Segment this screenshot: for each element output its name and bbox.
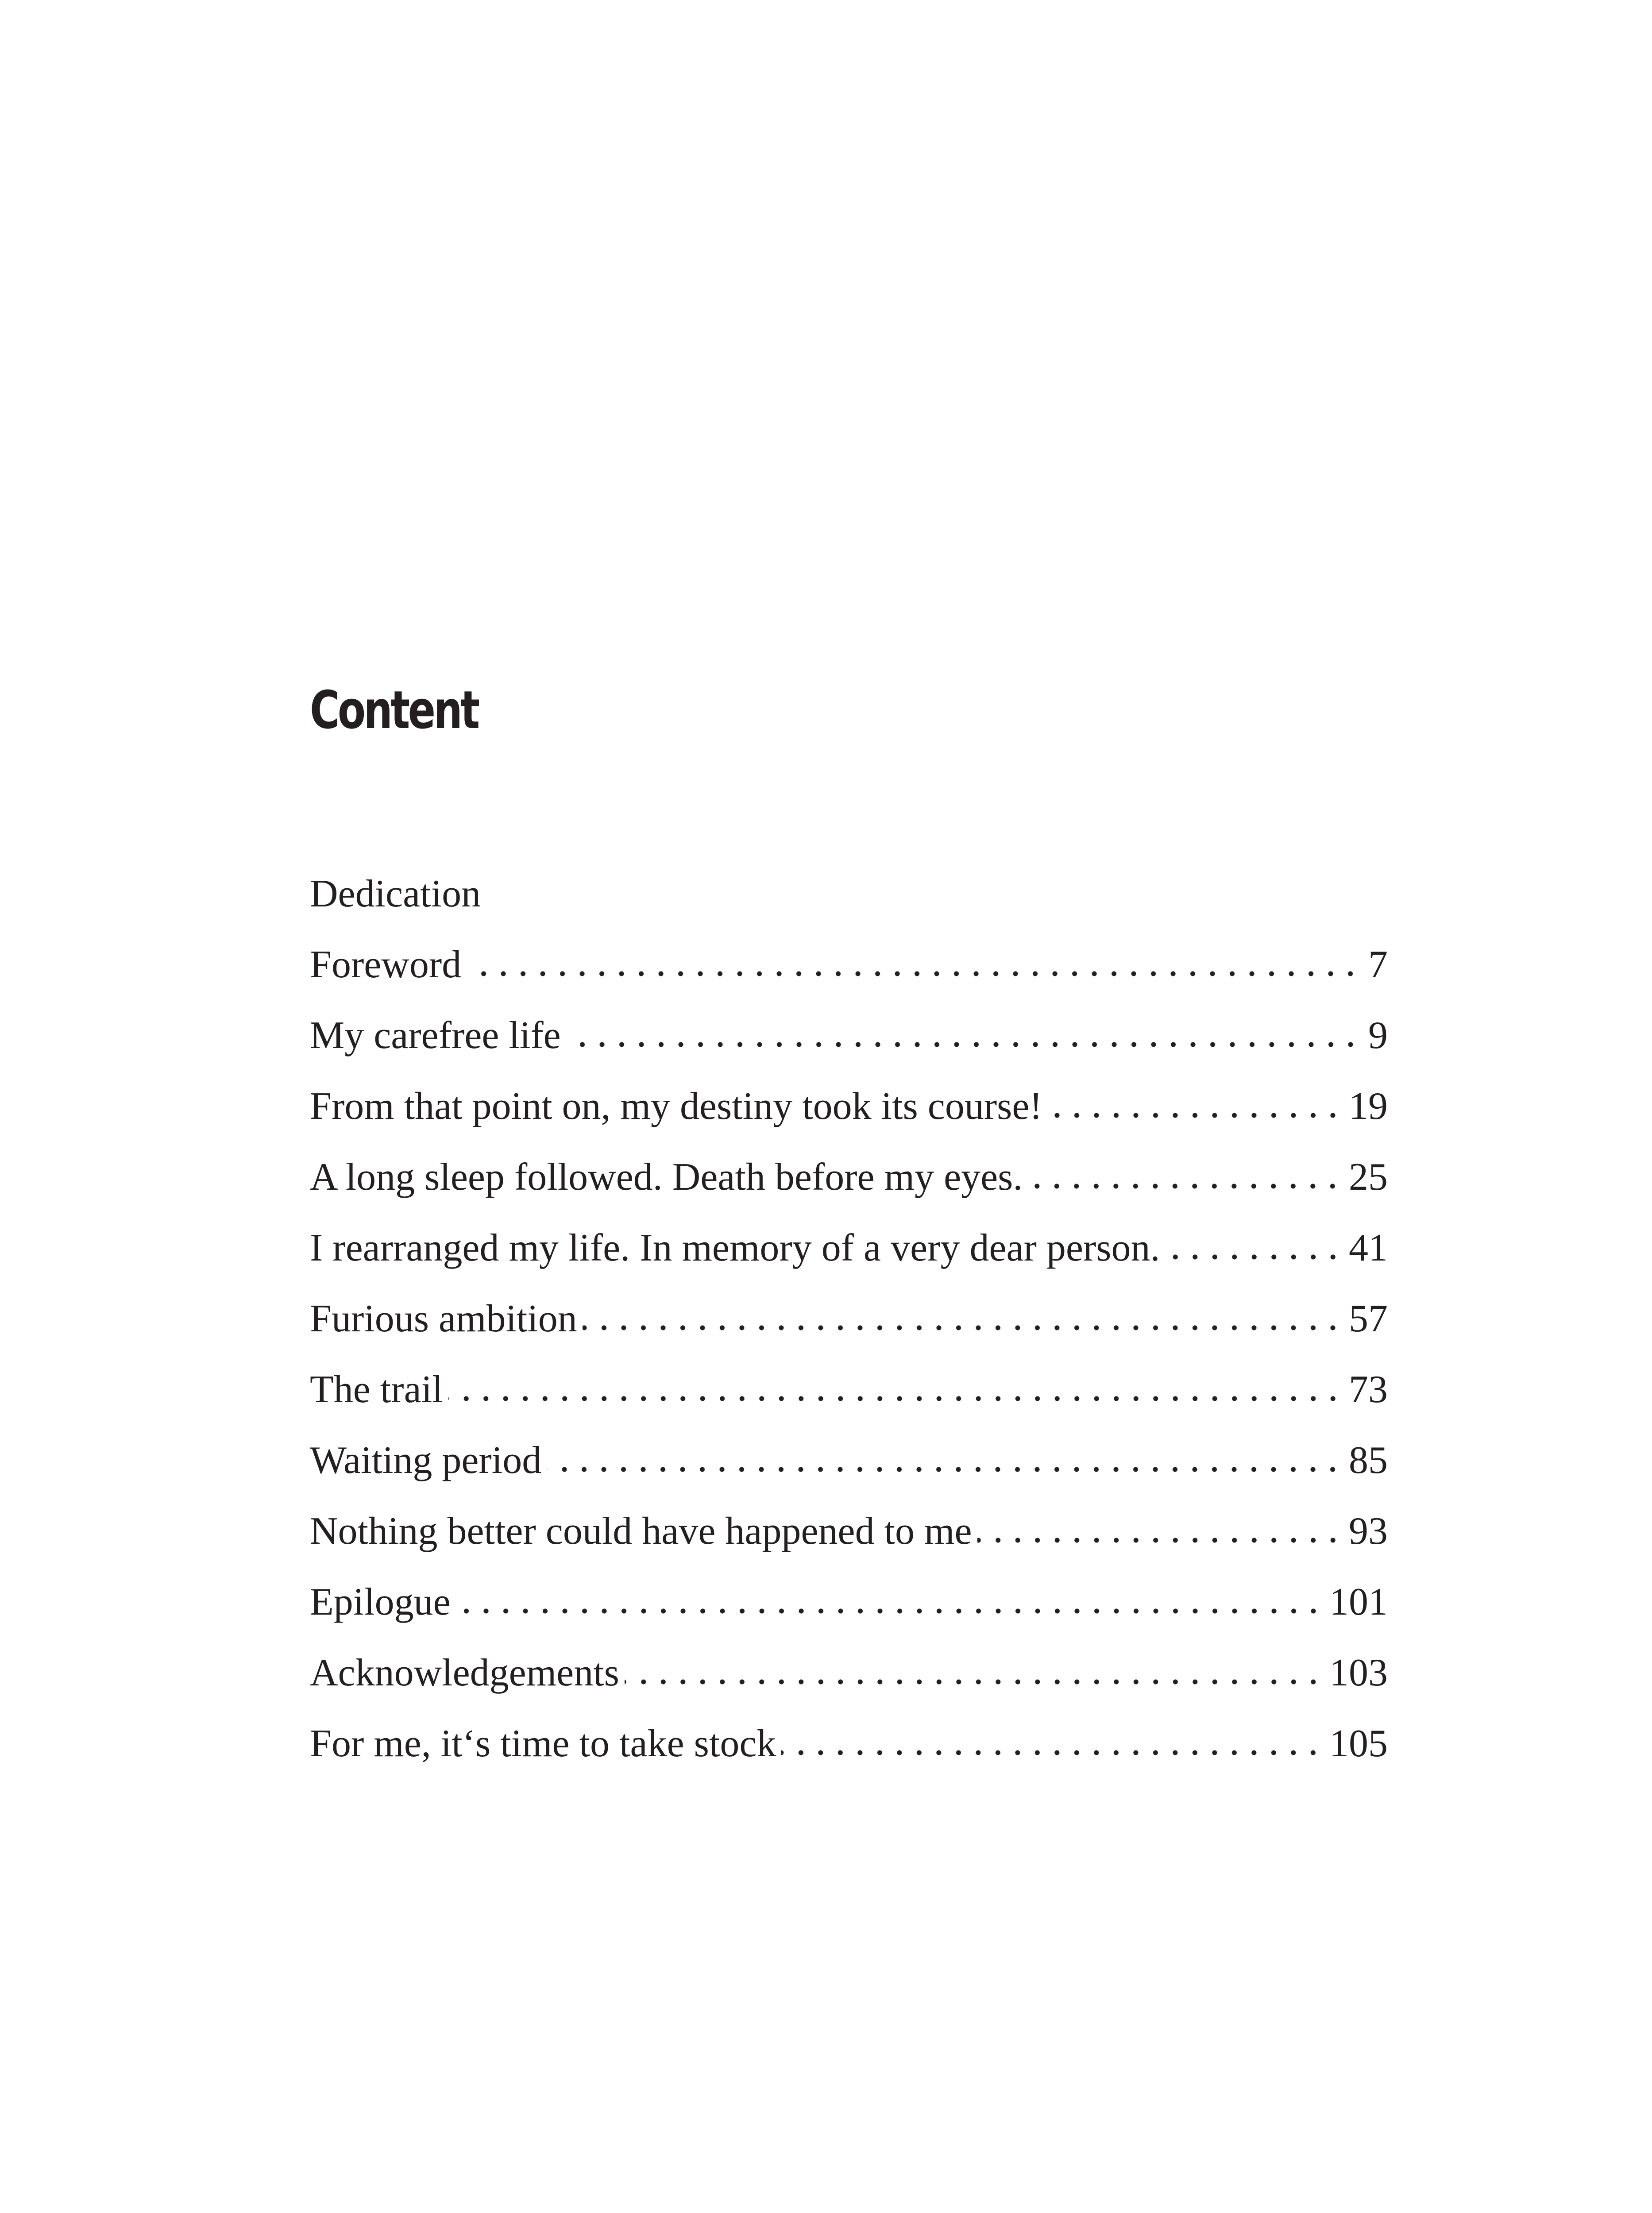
dot-leader <box>448 1392 1343 1402</box>
dot-leader <box>625 1675 1323 1685</box>
toc-entry-title: Dedication <box>310 872 481 915</box>
toc-entry <box>310 867 1388 938</box>
toc-entry-title: The trail <box>310 1368 443 1411</box>
toc-entry-page: 93 <box>1349 1510 1388 1553</box>
toc-entry <box>310 1505 1388 1576</box>
toc-entry-page: 7 <box>1368 943 1388 986</box>
toc-entry <box>310 1363 1388 1434</box>
toc-entry <box>310 1151 1388 1222</box>
toc-entry-title: Epilogue <box>310 1581 451 1623</box>
toc-entry-page: 41 <box>1349 1226 1388 1269</box>
page-title: Content <box>310 679 478 740</box>
toc-entry <box>310 1080 1388 1151</box>
table-of-contents <box>310 867 1388 1788</box>
toc-entry <box>310 1292 1388 1363</box>
dot-leader <box>456 1604 1323 1615</box>
dot-leader <box>583 1321 1343 1331</box>
toc-entry <box>310 938 1388 1009</box>
toc-entry-title: Nothing better could have happened to me <box>310 1510 972 1553</box>
dot-leader <box>566 1037 1360 1048</box>
toc-entry-title: I rearranged my life. In memory of a very dear person. <box>310 1226 1160 1269</box>
toc-entry-title: A long sleep followed. Death before my eyes. <box>310 1156 1023 1199</box>
toc-entry-page: 9 <box>1368 1014 1388 1057</box>
dot-leader <box>1166 1250 1343 1261</box>
dot-leader <box>547 1462 1343 1473</box>
toc-entry-page: 73 <box>1349 1368 1388 1411</box>
dot-leader <box>1048 1108 1343 1119</box>
toc-entry-title: My carefree life <box>310 1014 561 1057</box>
toc-entry-title: Acknowledgements <box>310 1651 619 1694</box>
toc-entry <box>310 1646 1388 1717</box>
dot-leader <box>781 1746 1323 1756</box>
toc-entry-title: For me, it‘s time to take stock <box>310 1722 776 1765</box>
toc-entry-page: 25 <box>1349 1156 1388 1199</box>
dot-leader <box>1028 1179 1343 1190</box>
toc-entry <box>310 1717 1388 1788</box>
toc-entry-page: 19 <box>1349 1085 1388 1128</box>
toc-entry-page: 103 <box>1329 1651 1388 1694</box>
toc-entry-page: 105 <box>1329 1722 1388 1765</box>
toc-entry <box>310 1434 1388 1505</box>
dot-leader <box>977 1533 1343 1544</box>
toc-entry-title: Furious ambition <box>310 1297 577 1340</box>
toc-entry-page: 57 <box>1349 1297 1388 1340</box>
toc-entry-title: Foreword <box>310 943 462 986</box>
toc-entry-page: 101 <box>1329 1581 1388 1623</box>
toc-entry <box>310 1576 1388 1646</box>
toc-entry-title: Waiting period <box>310 1439 542 1482</box>
toc-entry <box>310 1009 1388 1080</box>
dot-leader <box>467 967 1360 977</box>
toc-entry-title: From that point on, my destiny took its course! <box>310 1085 1042 1128</box>
toc-entry <box>310 1222 1388 1292</box>
toc-entry-page: 85 <box>1349 1439 1388 1482</box>
